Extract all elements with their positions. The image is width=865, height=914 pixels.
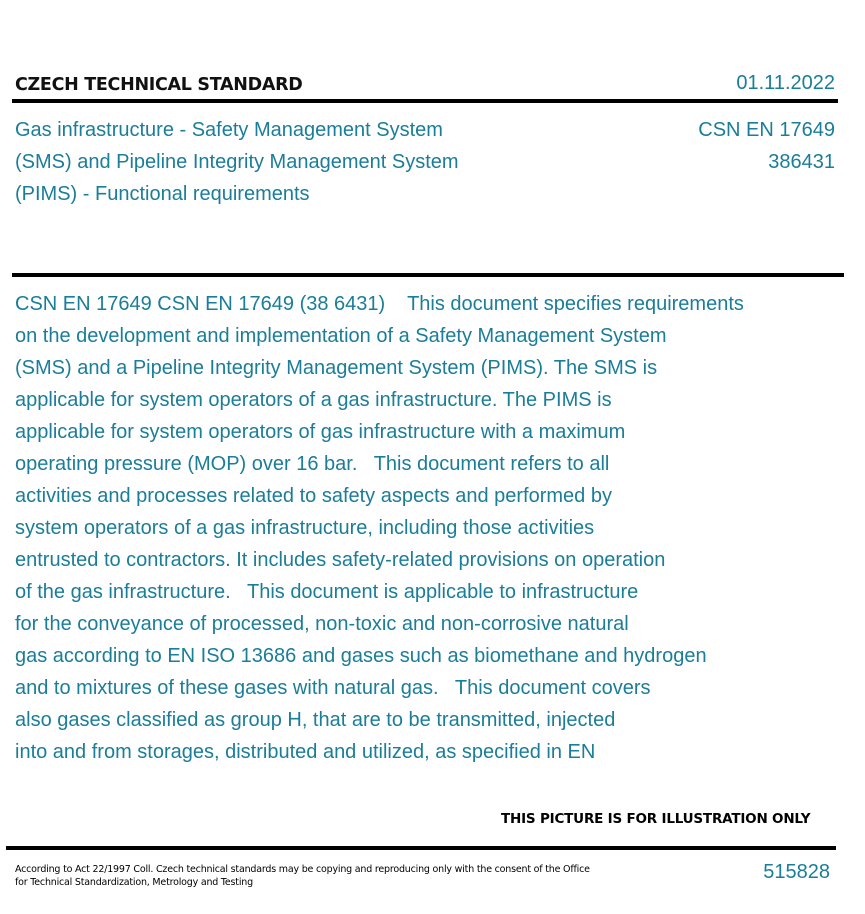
abstract-line: on the development and implementation of a Safety Management System [15, 325, 667, 347]
abstract-line: applicable for system operators of gas infrastructure with a maximum [15, 421, 626, 443]
abstract-line: system operators of a gas infrastructure, including those activities [15, 517, 595, 539]
title-line: (PIMS) - Functional requirements [15, 183, 310, 205]
product-number: 515828 [763, 861, 830, 883]
abstract-line: applicable for system operators of a gas infrastructure. The PIMS is [15, 389, 612, 411]
abstract-line: for the conveyance of processed, non-toxic and non-corrosive natural [15, 613, 629, 635]
title-line: (SMS) and Pipeline Integrity Management System [15, 151, 459, 173]
standard-number: CSN EN 17649 [698, 119, 835, 141]
abstract-line: operating pressure (MOP) over 16 bar. This document refers to all [15, 453, 610, 475]
abstract-line: also gases classified as group H, that are to be transmitted, injected [15, 709, 616, 731]
legal-notice [15, 864, 590, 889]
illustration-notice: THIS PICTURE IS FOR ILLUSTRATION ONLY [501, 811, 811, 827]
legal-notice-line: for Technical Standardization, Metrology and Testing [15, 876, 253, 888]
document-title [15, 114, 535, 210]
abstract-line: CSN EN 17649 CSN EN 17649 (38 6431) This document specifies requirements [15, 293, 744, 315]
abstract-line: (SMS) and a Pipeline Integrity Management System (PIMS). The SMS is [15, 357, 658, 379]
classification-code: 386431 [768, 151, 835, 173]
abstract-line: activities and processes related to safety aspects and performed by [15, 485, 612, 507]
standard-label: CZECH TECHNICAL STANDARD [15, 75, 303, 95]
header-divider [12, 99, 838, 103]
abstract-line: and to mixtures of these gases with natural gas. This document covers [15, 677, 651, 699]
standard-codes [698, 114, 835, 178]
abstract-line: into and from storages, distributed and utilized, as specified in EN [15, 741, 596, 763]
abstract-line: of the gas infrastructure. This document is applicable to infrastructure [15, 581, 639, 603]
abstract-line: entrusted to contractors. It includes safety-related provisions on operation [15, 549, 666, 571]
abstract-line: gas according to EN ISO 13686 and gases such as biomethane and hydrogen [15, 645, 707, 667]
title-line: Gas infrastructure - Safety Management System [15, 119, 443, 141]
legal-notice-line: According to Act 22/1997 Coll. Czech technical standards may be copying and reproducing only with the consent of the Office [15, 864, 590, 875]
publication-date: 01.11.2022 [736, 72, 835, 94]
title-divider [12, 273, 844, 277]
footer-divider [6, 846, 836, 850]
abstract-text [15, 288, 835, 768]
